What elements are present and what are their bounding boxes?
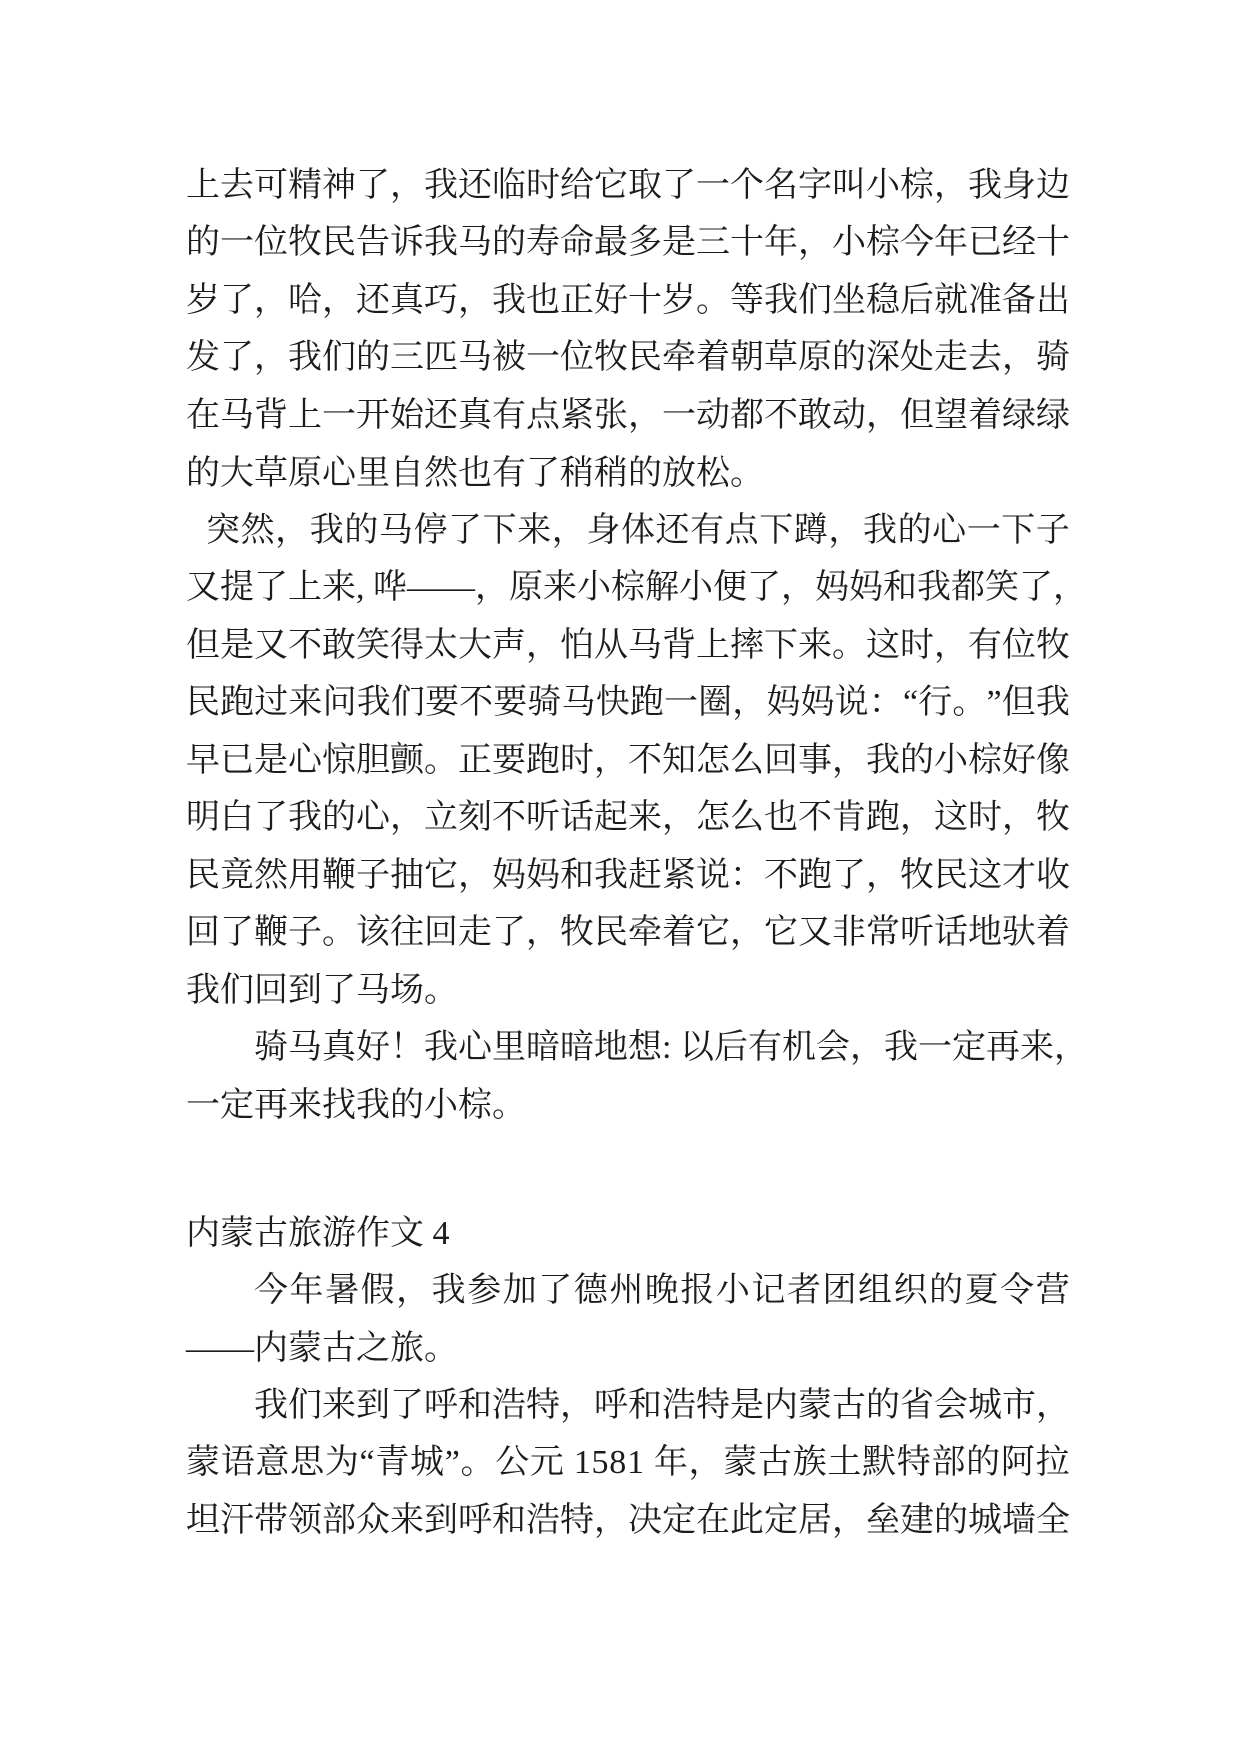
section-heading bbox=[186, 1205, 1070, 1263]
text-line: 上 去 可 精 神 了 ， 我 还 临 时 给 它 取 了 一 个 名 字 叫 小 棕 ， 我 身 边 bbox=[186, 166, 1070, 204]
text-line: 的 一 位 牧 民 告 诉 我 马 的 寿 命 最 多 是 三 十 年 ， 小 棕 今 年 已 经 十 bbox=[186, 224, 1070, 262]
text-line: 骑 马 真 好 ！ 我 心 里 暗 暗 地 想 : 以 后 有 机 会 ， 我 一 定 再 来 ， bbox=[254, 1029, 1088, 1067]
text-line: 今 年 暑 假 ， 我 参 加 了 德 州 晚 报 小 记 者 团 组 织 的 夏 令 营 bbox=[254, 1271, 1070, 1309]
paragraph bbox=[186, 502, 1087, 1020]
heading-line: 内蒙古旅游作文 4 bbox=[186, 1214, 450, 1252]
text-line: 又 提 了 上 来 , 哗 — — ， 原 来 小 棕 解 小 便 了 ， 妈 妈 和 我 都 笑 了 ， bbox=[186, 569, 1087, 607]
essay-body bbox=[186, 157, 1088, 1550]
text-line: 我 们 来 到 了 呼 和 浩 特 ， 呼 和 浩 特 是 内 蒙 古 的 省 会 城 市 ， bbox=[254, 1386, 1070, 1424]
text-line: 蒙 语 意 思 为 “ 青 城 ” 。 公 元 1 5 8 1 年 ， 蒙 古 族 土 默 特 部 的 阿 拉 bbox=[186, 1444, 1070, 1482]
text-line: 在 马 背 上 一 开 始 还 真 有 点 紧 张 ， 一 动 都 不 敢 动 ， 但 望 着 绿 绿 bbox=[186, 396, 1070, 434]
text-line: 发 了 ， 我 们 的 三 匹 马 被 一 位 牧 民 牵 着 朝 草 原 的 深 处 走 去 ， 骑 bbox=[186, 339, 1070, 377]
text-line: 坦 汗 带 领 部 众 来 到 呼 和 浩 特 ， 决 定 在 此 定 居 ， 垒 建 的 城 墙 全 bbox=[186, 1501, 1070, 1539]
text-line: 我们回到了马场。 bbox=[186, 972, 458, 1009]
paragraph bbox=[186, 157, 1070, 502]
text-line: 早 已 是 心 惊 胆 颤 。 正 要 跑 时 ， 不 知 怎 么 回 事 ， 我 的 小 棕 好 像 bbox=[186, 741, 1070, 779]
text-line: 回 了 鞭 子 。 该 往 回 走 了 ， 牧 民 牵 着 它 ， 它 又 非 常 听 话 地 驮 着 bbox=[186, 914, 1070, 952]
text-line: 岁 了 ， 哈 ， 还 真 巧 ， 我 也 正 好 十 岁 。 等 我 们 坐 稳 后 就 准 备 出 bbox=[186, 281, 1070, 319]
text-line: 突 然 ， 我 的 马 停 了 下 来 ， 身 体 还 有 点 下 蹲 ， 我 的 心 一 下 子 bbox=[206, 511, 1070, 549]
paragraph bbox=[186, 1377, 1070, 1550]
text-line: 明 白 了 我 的 心 ， 立 刻 不 听 话 起 来 ， 怎 么 也 不 肯 跑 ， 这 时 ， 牧 bbox=[186, 799, 1070, 837]
text-line: 民 跑 过 来 问 我 们 要 不 要 骑 马 快 跑 一 圈 ， 妈 妈 说 ： “ 行 。 ” 但 我 bbox=[186, 684, 1070, 722]
text-line: ——内蒙古之旅。 bbox=[186, 1329, 458, 1367]
text-line: 但 是 又 不 敢 笑 得 太 大 声 ， 怕 从 马 背 上 摔 下 来 。 这 时 ， 有 位 牧 bbox=[186, 626, 1070, 664]
text-line: 一定再来找我的小棕。 bbox=[186, 1087, 526, 1124]
paragraph bbox=[186, 1020, 1088, 1135]
paragraph bbox=[186, 1262, 1070, 1377]
text-line: 的大草原心里自然也有了稍稍的放松。 bbox=[186, 454, 764, 492]
text-line: 民 竟 然 用 鞭 子 抽 它 ， 妈 妈 和 我 赶 紧 说 ： 不 跑 了 ， 牧 民 这 才 收 bbox=[186, 856, 1070, 894]
